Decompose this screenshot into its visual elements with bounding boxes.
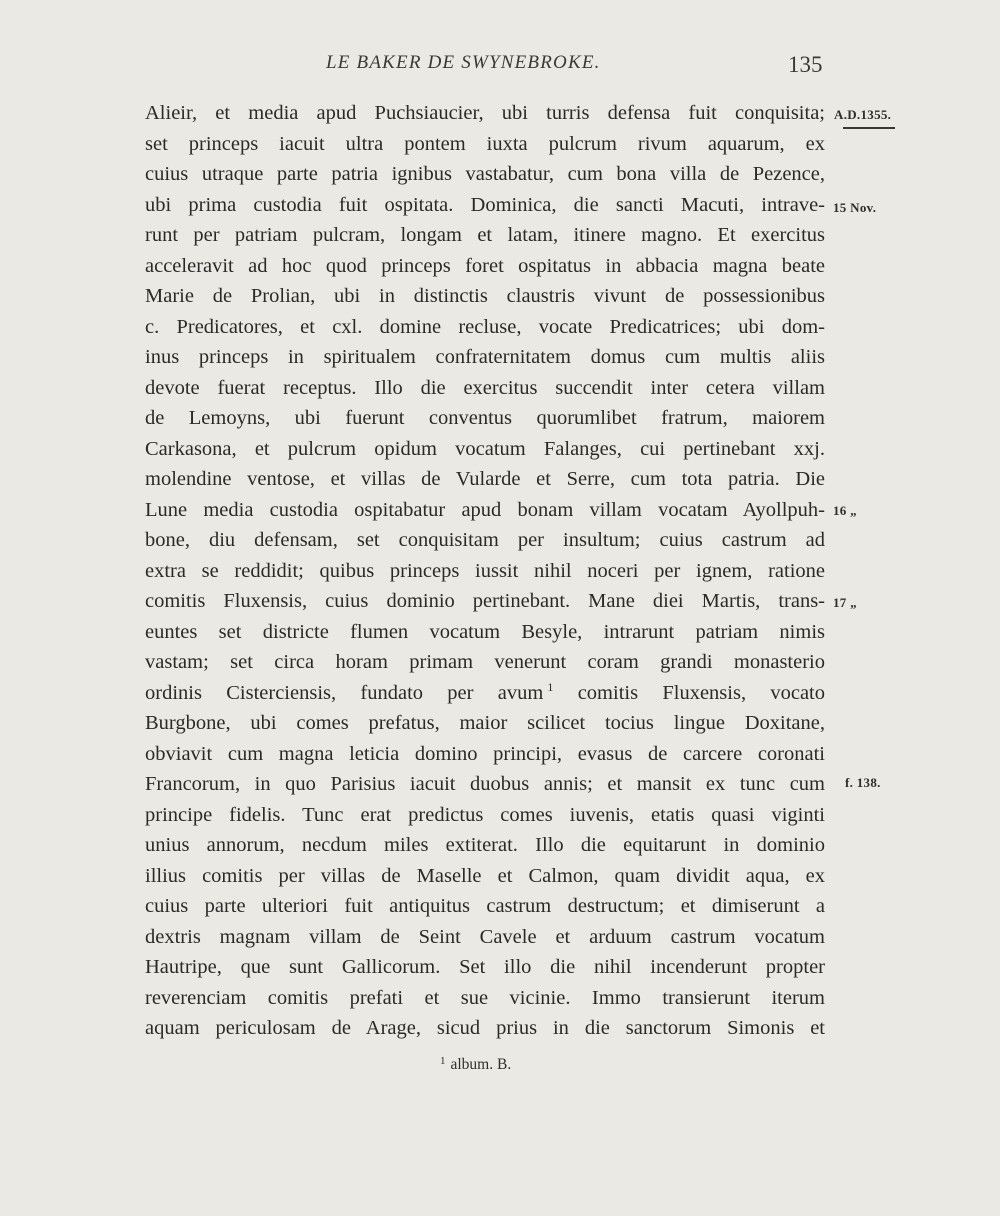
margin-note-year: A.D.1355. [834, 107, 892, 122]
margin-note-date: 17 „ [833, 595, 857, 610]
text-line: cuius utraque parte patria ignibus vastabatur, cum bona villa de Pezence, [145, 163, 825, 185]
text-line: Marie de Prolian, ubi in distinctis claustris vivunt de possessionibus [145, 285, 825, 307]
margin-note-date: 16 „ [833, 503, 857, 518]
text-line: aquam periculosam de Arage, sicud prius in die sanctorum Simonis et [145, 1017, 825, 1039]
footnote-text: album. B. [450, 1056, 512, 1073]
text-line: illius comitis per villas de Maselle et Calmon, quam dividit aqua, ex [145, 864, 825, 887]
text-line: extra se reddidit; quibus princeps iussit nihil noceri per ignem, ratione [145, 559, 825, 582]
line-segment: comitis Fluxensis, vocato [577, 681, 825, 704]
text-line-with-footnote-ref [145, 678, 825, 709]
text-line: dextris magnam villam de Seint Cavele et arduum castrum vocatum [145, 925, 825, 948]
text-line: Lune media custodia ospitabatur apud bonam villam vocatam Ayollpuh- [145, 498, 825, 521]
text-line: comitis Fluxensis, cuius dominio pertinebant. Mane diei Martis, trans- [145, 590, 825, 612]
text-line: acceleravit ad hoc quod princeps foret ospitatus in abbacia magna beate [145, 254, 825, 277]
text-line: Francorum, in quo Parisius iacuit duobus annis; et mansit ex tunc cum [145, 773, 825, 795]
text-line: runt per patriam pulcram, longam et latam, itinere magno. Et exercitus [145, 224, 825, 246]
text-line: Carkasona, et pulcrum opidum vocatum Falanges, cui pertinebant xxj. [145, 437, 825, 460]
text-line: Burgbone, ubi comes prefatus, maior scilicet tocius lingue Doxitane, [145, 712, 825, 734]
text-line: inus princeps in spiritualem confraternitatem domus cum multis aliis [145, 346, 825, 368]
running-title: LE BAKER DE SWYNEBROKE. [326, 52, 601, 73]
text-line: Alieir, et media apud Puchsiaucier, ubi turris defensa fuit conquisita; [145, 102, 825, 124]
text-line: devote fuerat receptus. Illo die exercitus succendit inter cetera villam [145, 376, 825, 399]
text-line: c. Predicatores, et cxl. domine recluse, vocate Predicatrices; ubi dom- [145, 315, 825, 338]
line-segment: ordinis Cisterciensis, fundato per avum [145, 681, 544, 704]
text-line: obviavit cum magna leticia domino principi, evasus de carcere coronati [145, 742, 825, 765]
text-line: bone, diu defensam, set conquisitam per insultum; cuius castrum ad [145, 529, 825, 551]
footnote [440, 1055, 511, 1074]
text-line: unius annorum, necdum miles extiterat. Illo die equitarunt in dominio [145, 834, 825, 856]
text-line: set princeps iacuit ultra pontem iuxta pulcrum rivum aquarum, ex [145, 132, 825, 155]
text-line: vastam; set circa horam primam venerunt coram grandi monasterio [145, 651, 825, 673]
footnote-reference: 1 [547, 679, 554, 694]
text-line: ubi prima custodia fuit ospitata. Dominica, die sancti Macuti, intrave- [145, 193, 825, 216]
text-line: molendine ventose, et villas de Vularde et Serre, cum tota patria. Die [145, 468, 825, 490]
text-line: reverenciam comitis prefati et sue vicinie. Immo transierunt iterum [145, 986, 825, 1009]
text-line: principe fidelis. Tunc erat predictus comes iuvenis, etatis quasi viginti [145, 803, 825, 826]
margin-note-folio: f. 138. [845, 775, 881, 790]
text-line: cuius parte ulteriori fuit antiquitus castrum destructum; et dimiserunt a [145, 895, 825, 917]
margin-note-date: 15 Nov. [833, 200, 877, 215]
text-line: Hautripe, que sunt Gallicorum. Set illo die nihil incenderunt propter [145, 956, 825, 978]
main-text [145, 98, 825, 1044]
footnote-marker: 1 [440, 1055, 446, 1067]
margin-rule [843, 127, 895, 129]
text-line: euntes set districte flumen vocatum Besyle, intrarunt patriam nimis [145, 620, 825, 643]
text-line: de Lemoyns, ubi fuerunt conventus quorumlibet fratrum, maiorem [145, 407, 825, 429]
page-number: 135 [788, 52, 823, 77]
